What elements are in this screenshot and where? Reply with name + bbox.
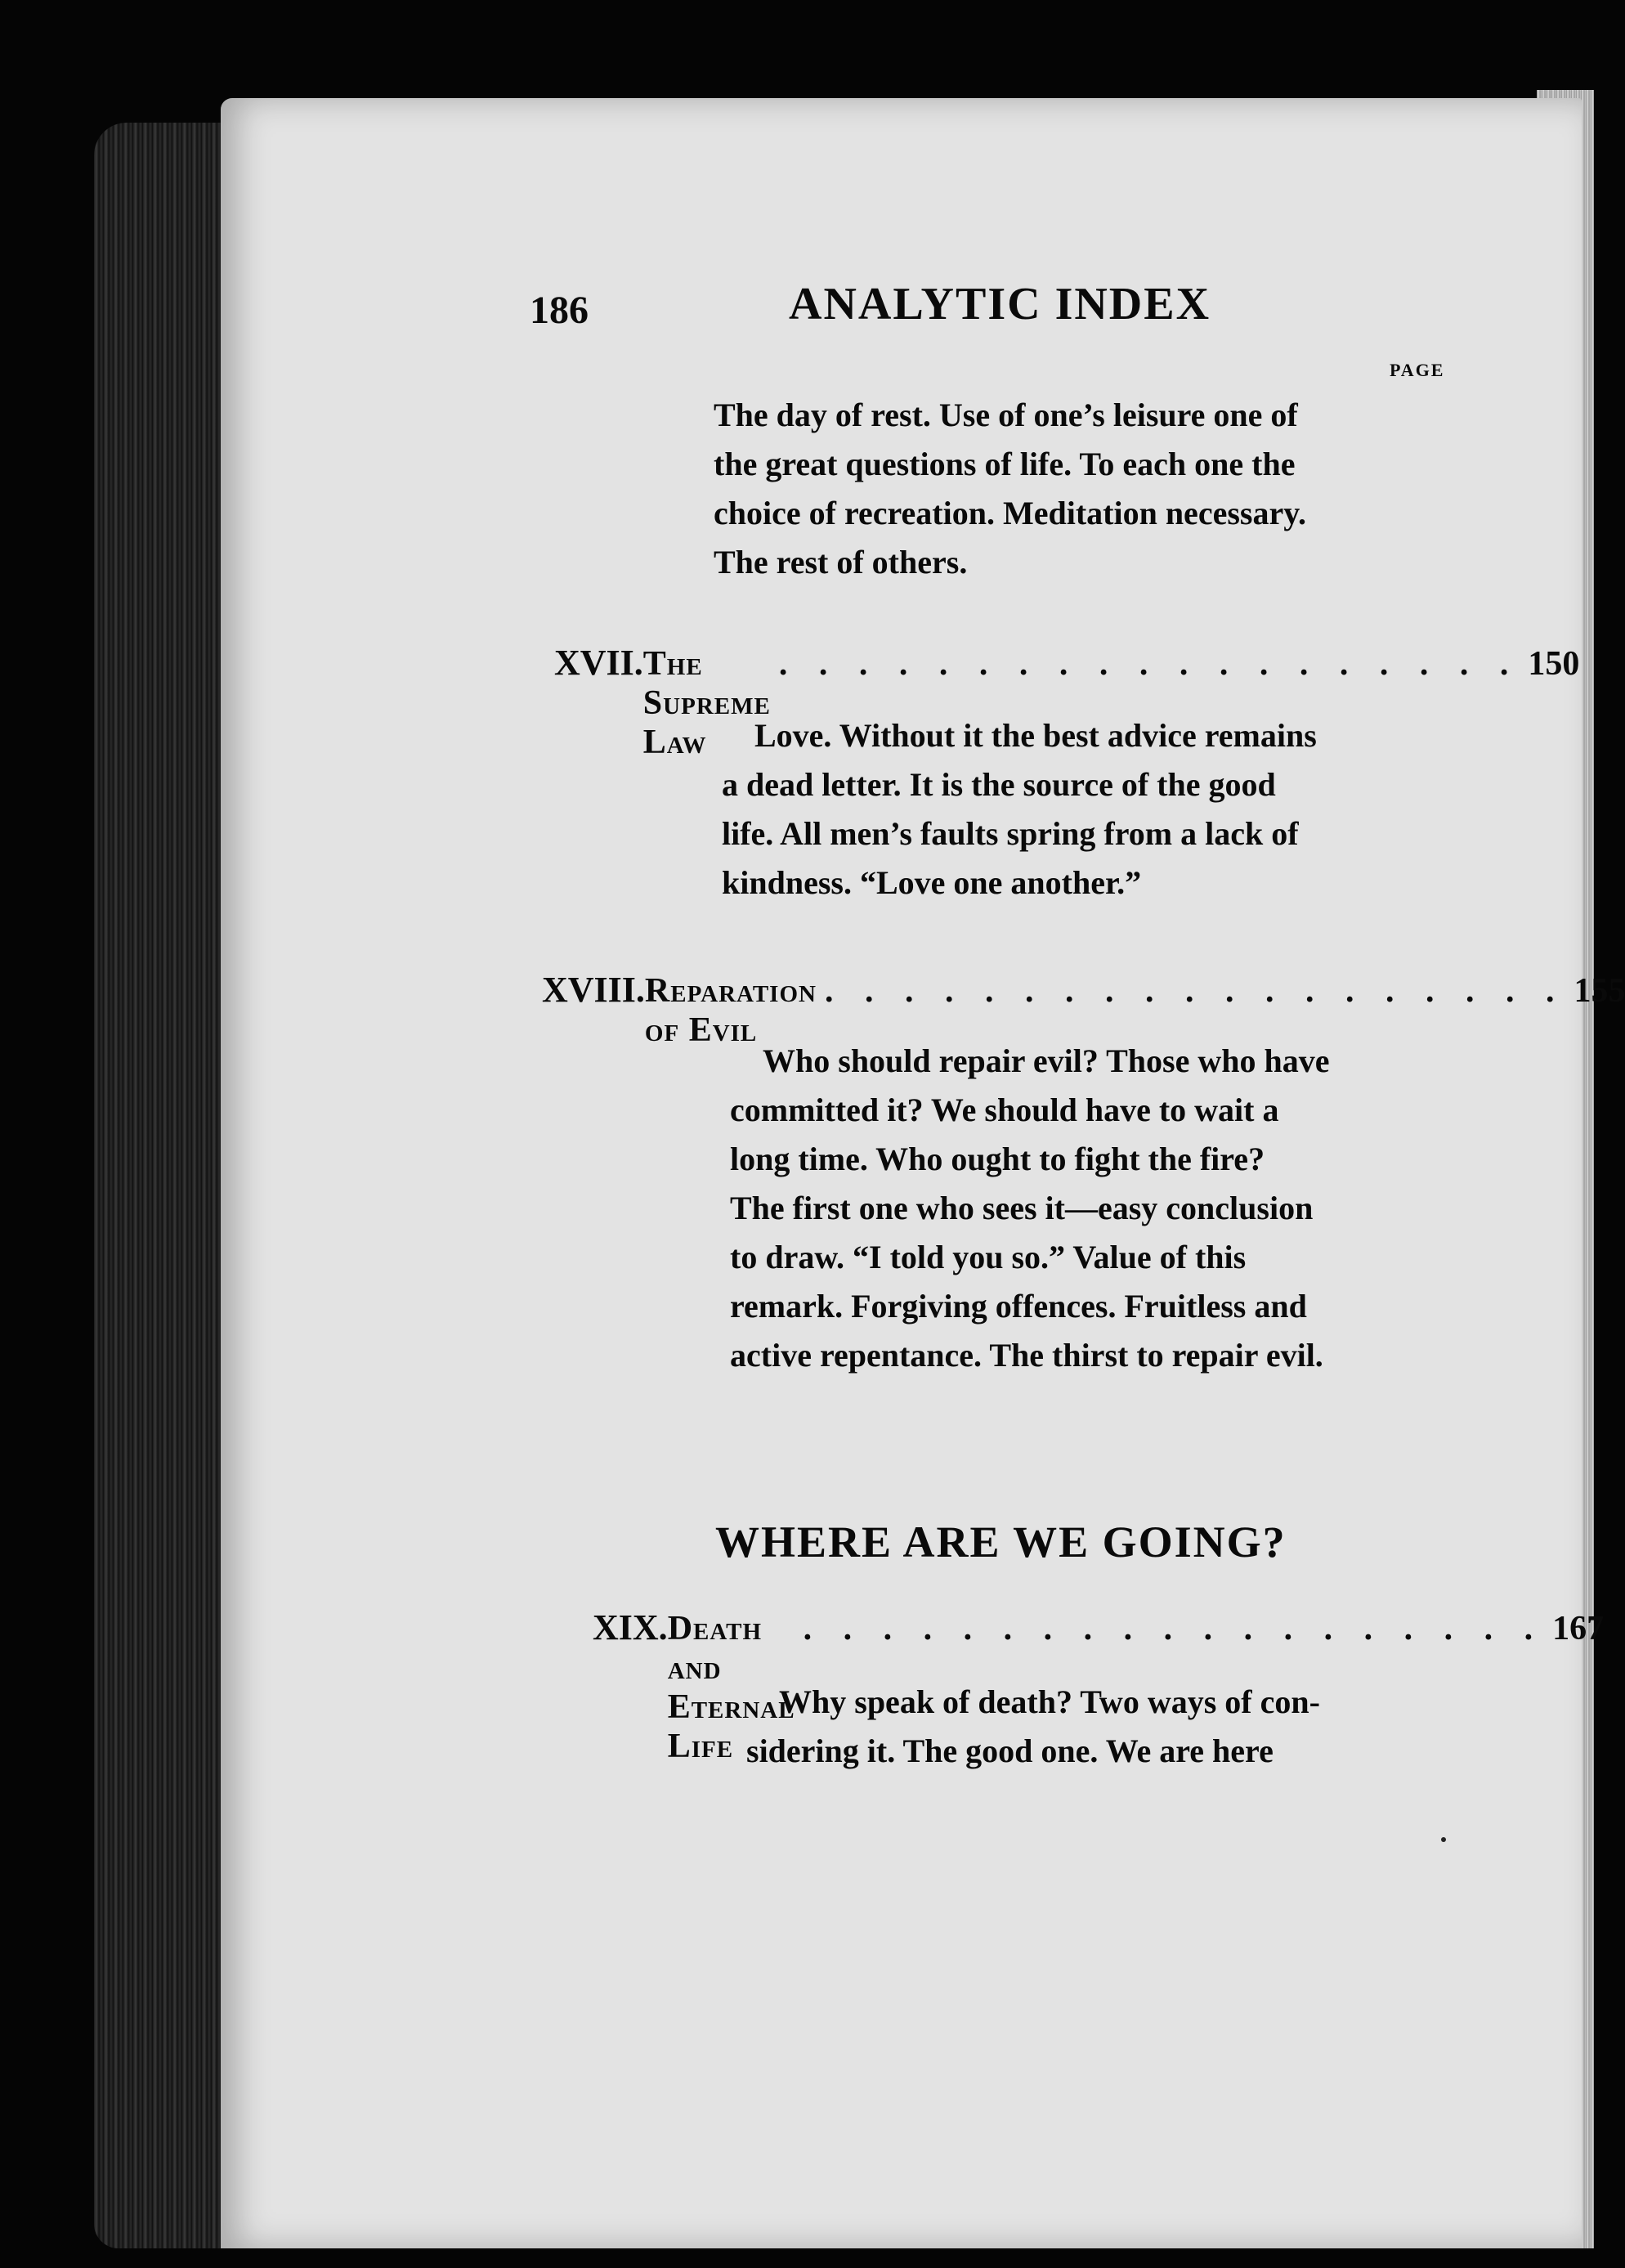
intro-line: The day of rest. Use of one’s leisure one of bbox=[714, 397, 1298, 433]
summary-line: committed it? We should have to wait a bbox=[730, 1091, 1279, 1128]
entry-numeral: XIX. bbox=[593, 1607, 668, 1647]
entry-page: 167 bbox=[1552, 1610, 1605, 1647]
leader-dots: . . . . . . . . . . . . . . . . . . . bbox=[778, 645, 1520, 683]
entry-summary-xviii bbox=[730, 1037, 1400, 1380]
summary-line: to draw. “I told you so.” Value of this bbox=[730, 1239, 1247, 1275]
summary-line: Why speak of death? Two ways of con- bbox=[779, 1683, 1320, 1720]
entry-numeral: XVIII. bbox=[542, 970, 645, 1010]
summary-line: life. All men’s faults spring from a lack of bbox=[722, 815, 1299, 852]
summary-line: Love. Without it the best advice remains bbox=[754, 717, 1317, 754]
page-number: 186 bbox=[530, 289, 589, 332]
summary-line: kindness. “Love one another.” bbox=[722, 864, 1142, 901]
summary-line: long time. Who ought to fight the fire? bbox=[730, 1141, 1265, 1177]
leader-dots: . . . . . . . . . . . . . . . . . . . bbox=[803, 1610, 1545, 1647]
summary-line: The first one who sees it—easy conclusion bbox=[730, 1190, 1314, 1226]
section-heading: WHERE ARE WE GOING? bbox=[715, 1517, 1287, 1567]
intro-line: the great questions of life. To each one the bbox=[714, 446, 1296, 482]
leader-dots: . . . . . . . . . . . . . . . . . . . bbox=[824, 972, 1566, 1010]
entry-summary-xvii bbox=[722, 711, 1388, 908]
intro-line: The rest of others. bbox=[714, 544, 968, 580]
intro-paragraph bbox=[714, 391, 1380, 587]
book-spine bbox=[94, 123, 225, 2248]
entry-title: Reparation of Evil bbox=[644, 972, 817, 1049]
ink-speck bbox=[1441, 1837, 1446, 1842]
entry-summary-xix bbox=[746, 1678, 1425, 1776]
entry-page: 150 bbox=[1528, 645, 1580, 683]
entry-page: 155 bbox=[1574, 972, 1625, 1010]
entry-title: Death and Eternal Life bbox=[667, 1610, 795, 1765]
summary-line: active repentance. The thirst to repair evil. bbox=[730, 1337, 1323, 1374]
intro-line: choice of recreation. Meditation necessary. bbox=[714, 495, 1306, 531]
summary-line: Who should repair evil? Those who have bbox=[763, 1042, 1330, 1079]
page-column-label: PAGE bbox=[1390, 360, 1445, 380]
running-title: ANALYTIC INDEX bbox=[789, 279, 1211, 329]
entry-title: The Supreme Law bbox=[642, 645, 771, 761]
entry-numeral: XVII. bbox=[554, 643, 643, 683]
summary-line: remark. Forgiving offences. Fruitless and bbox=[730, 1288, 1307, 1324]
summary-line: sidering it. The good one. We are here bbox=[746, 1732, 1274, 1769]
summary-line: a dead letter. It is the source of the good bbox=[722, 766, 1276, 803]
